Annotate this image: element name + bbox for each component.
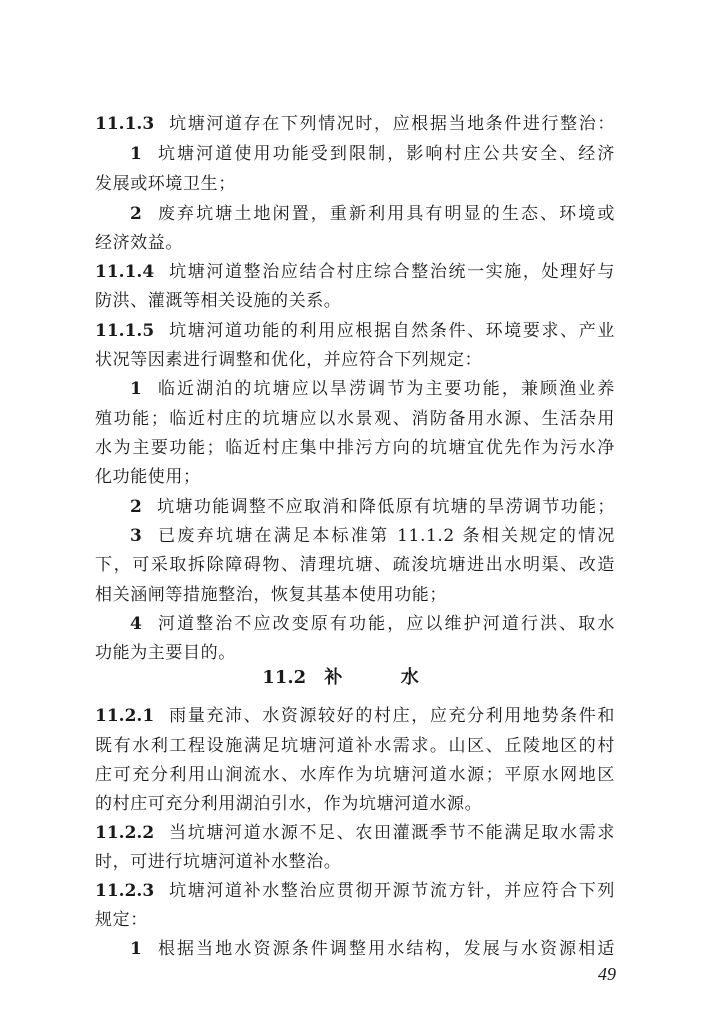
line-text: 河道整治不应改变原有功能，应以维护河道行洪、取水 bbox=[156, 614, 615, 634]
text-line bbox=[130, 203, 615, 225]
text-line bbox=[95, 349, 615, 371]
line-text: 防洪、灌溉等相关设施的关系。 bbox=[95, 291, 342, 311]
text-line bbox=[130, 613, 615, 635]
text-line bbox=[95, 320, 615, 342]
line-text: 当坑塘河道水源不足、农田灌溉季节不能满足取水需求 bbox=[168, 823, 615, 843]
line-text: 废弃坑塘土地闲置，重新利用具有明显的生态、环境或 bbox=[156, 204, 615, 224]
line-text: 根据当地水资源条件调整用水结构，发展与水资源相适 bbox=[156, 939, 615, 959]
text-line bbox=[95, 261, 615, 283]
text-line bbox=[130, 938, 615, 960]
line-text: 临近湖泊的坑塘应以旱涝调节为主要功能，兼顾渔业养 bbox=[156, 379, 615, 399]
section-heading bbox=[0, 663, 707, 687]
clause-number: 11.2.2 bbox=[95, 823, 155, 843]
text-line bbox=[130, 525, 615, 547]
line-text: 已废弃坑塘在满足本标准第 11.1.2 条相关规定的情况 bbox=[156, 526, 615, 546]
clause-number: 11.1.3 bbox=[95, 114, 155, 134]
line-text: 坑塘河道功能的利用应根据自然条件、环境要求、产业 bbox=[168, 321, 615, 341]
text-line bbox=[95, 437, 615, 459]
text-line bbox=[95, 232, 615, 254]
text-line bbox=[95, 554, 615, 576]
line-text: 坑塘河道存在下列情况时，应根据当地条件进行整治： bbox=[168, 114, 615, 134]
text-line bbox=[95, 705, 615, 727]
text-line bbox=[95, 851, 615, 873]
text-line bbox=[95, 793, 615, 815]
line-text: 既有水利工程设施满足坑塘河道补水需求。山区、丘陵地区的村 bbox=[95, 736, 615, 756]
line-text: 相关涵闸等措施整治，恢复其基本使用功能； bbox=[95, 585, 447, 605]
text-line bbox=[95, 466, 615, 488]
clause-number: 11.2.1 bbox=[95, 706, 155, 726]
line-text: 殖功能；临近村庄的坑塘应以水景观、消防备用水源、生活杂用 bbox=[95, 409, 615, 429]
item-number: 2 bbox=[130, 497, 143, 517]
item-number: 1 bbox=[130, 379, 143, 399]
line-text: 发展或环境卫生； bbox=[95, 174, 236, 194]
text-line bbox=[95, 642, 615, 664]
item-number: 1 bbox=[130, 144, 143, 164]
line-text: 规定： bbox=[95, 910, 148, 930]
item-number: 1 bbox=[130, 939, 143, 959]
text-line bbox=[95, 880, 615, 902]
clause-number: 11.1.5 bbox=[95, 321, 155, 341]
line-text: 下，可采取拆除障碍物、清理坑塘、疏浚坑塘进出水明渠、改造 bbox=[95, 555, 615, 575]
line-text: 的村庄可充分利用湖泊引水，作为坑塘河道水源。 bbox=[95, 794, 483, 814]
text-line bbox=[95, 735, 615, 757]
section-number: 11.2 bbox=[262, 667, 307, 688]
line-text: 经济效益。 bbox=[95, 233, 183, 253]
text-line bbox=[95, 584, 615, 606]
line-text: 坑塘河道使用功能受到限制，影响村庄公共安全、经济 bbox=[156, 144, 615, 164]
clause-number: 11.1.4 bbox=[95, 262, 155, 282]
line-text: 功能为主要目的。 bbox=[95, 643, 236, 663]
line-text: 坑塘功能调整不应取消和降低原有坑塘的旱涝调节功能； bbox=[156, 497, 615, 517]
text-line bbox=[130, 143, 615, 165]
line-text: 时，可进行坑塘河道补水整治。 bbox=[95, 852, 342, 872]
line-text: 坑塘河道补水整治应贯彻开源节流方针，并应符合下列 bbox=[168, 881, 615, 901]
page-number: 49 bbox=[598, 964, 616, 984]
text-line bbox=[95, 909, 615, 931]
item-number: 4 bbox=[130, 614, 143, 634]
text-line bbox=[95, 408, 615, 430]
line-text: 水为主要功能；临近村庄集中排污方向的坑塘宜优先作为污水净 bbox=[95, 438, 615, 458]
line-text: 状况等因素进行调整和优化，并应符合下列规定： bbox=[95, 350, 483, 370]
text-line bbox=[95, 290, 615, 312]
text-line bbox=[95, 764, 615, 786]
line-text: 庄可充分利用山涧流水、水库作为坑塘河道水源；平原水网地区 bbox=[95, 765, 615, 785]
clause-number: 11.2.3 bbox=[95, 881, 155, 901]
text-line bbox=[95, 173, 615, 195]
text-line bbox=[130, 496, 615, 518]
text-line bbox=[95, 822, 615, 844]
section-title: 补 水 bbox=[324, 667, 445, 688]
item-number: 3 bbox=[130, 526, 143, 546]
line-text: 坑塘河道整治应结合村庄综合整治统一实施，处理好与 bbox=[168, 262, 615, 282]
text-line bbox=[130, 378, 615, 400]
line-text: 化功能使用； bbox=[95, 467, 201, 487]
line-text: 雨量充沛、水资源较好的村庄，应充分利用地势条件和 bbox=[168, 706, 615, 726]
text-line bbox=[95, 113, 615, 135]
item-number: 2 bbox=[130, 204, 143, 224]
